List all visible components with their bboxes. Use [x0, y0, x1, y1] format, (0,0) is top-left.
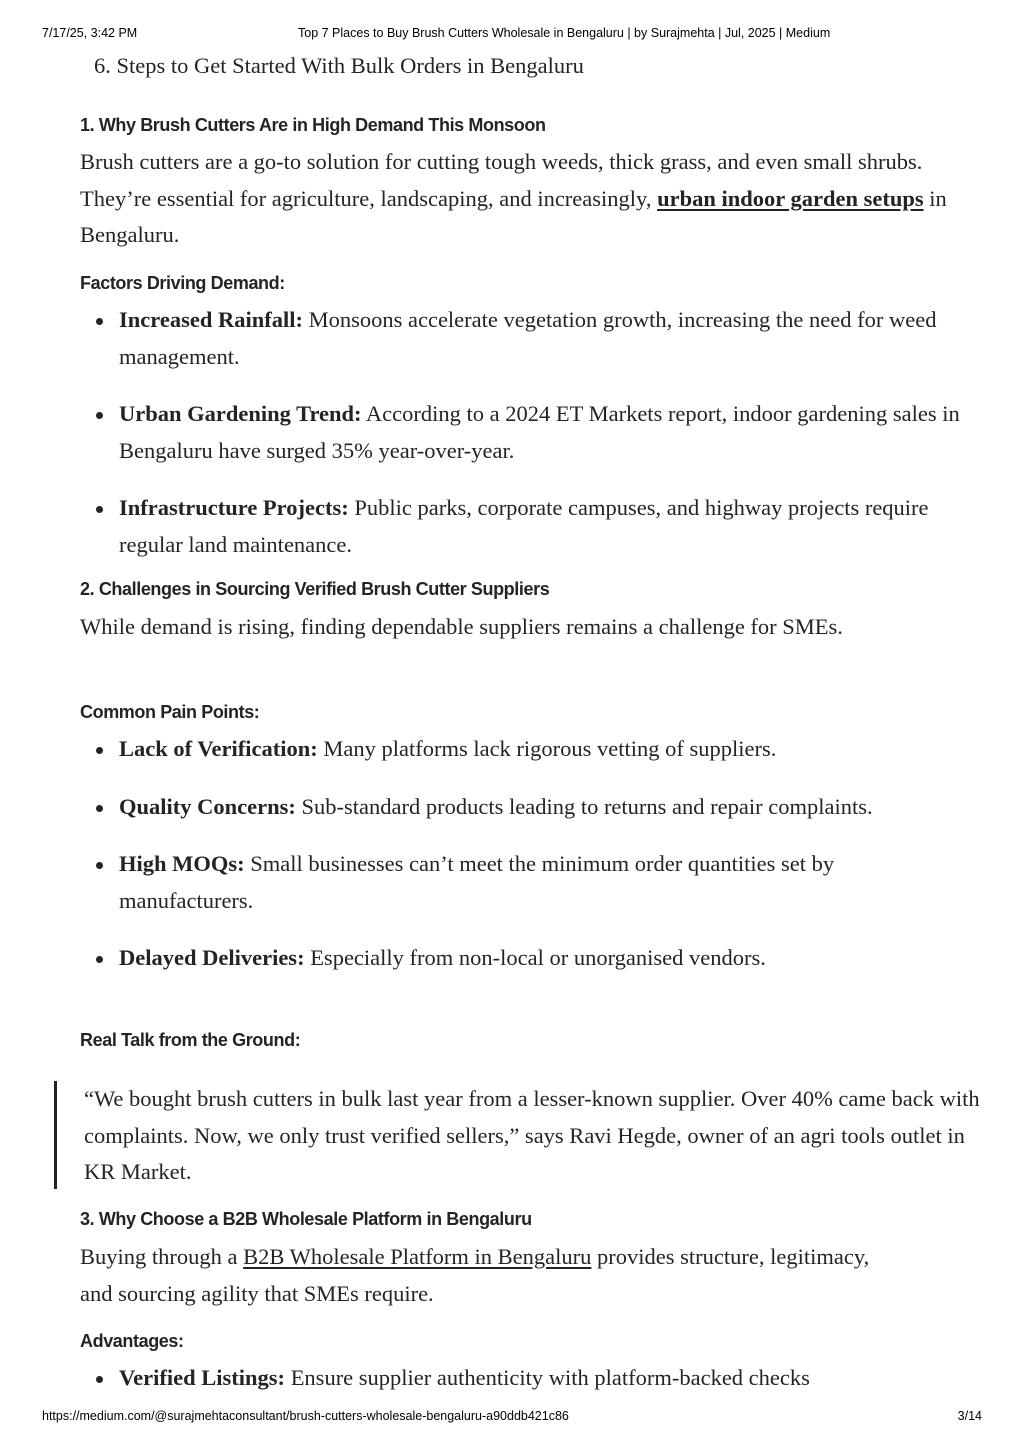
- pain-points-list: [80, 731, 960, 977]
- bullet-icon: [96, 506, 103, 513]
- section-2-intro-paragraph: While demand is rising, finding dependable suppliers remains a challenge for SMEs.: [80, 614, 843, 639]
- list-item-label: Increased Rainfall:: [119, 307, 303, 332]
- factors-subheading: Factors Driving Demand:: [80, 273, 285, 293]
- section-3-intro-paragraph: [80, 1239, 880, 1312]
- list-item-text: Especially from non-local or unorganised vendors.: [304, 945, 766, 970]
- list-item: [80, 846, 960, 919]
- section-1-heading: 1. Why Brush Cutters Are in High Demand This Monsoon: [80, 115, 546, 135]
- blockquote: [54, 1081, 984, 1189]
- b2b-wholesale-platform-link[interactable]: B2B Wholesale Platform in Bengaluru: [243, 1244, 592, 1269]
- list-item-label: Verified Listings:: [119, 1365, 286, 1390]
- list-item-text: Public parks, corporate campuses, and highway projects require regular land maintenance.: [119, 495, 929, 557]
- list-item-text: Many platforms lack rigorous vetting of suppliers.: [317, 736, 777, 761]
- quote-text: “We bought brush cutters in bulk last year from a lesser-known supplier. Over 40% came back with complaints. Now, we only trust verified sellers,” says Ravi Hegde, owner of an agri tools outlet in KR Market.: [84, 1086, 980, 1184]
- list-item: [80, 302, 960, 375]
- list-item-text: According to a 2024 ET Markets report, indoor gardening sales in Bengaluru have surged 35% year-over-year.: [119, 401, 960, 463]
- print-footer: [0, 1409, 1024, 1425]
- urban-indoor-garden-link[interactable]: urban indoor garden setups: [657, 185, 924, 211]
- list-item-label: Infrastructure Projects:: [119, 495, 349, 520]
- list-item-label: Delayed Deliveries:: [119, 945, 305, 970]
- intro-text: Brush cutters are a go-to solution for cutting tough weeds, thick grass, and even small shrubs. They’re essential for agriculture, landscaping, and increasingly,: [80, 149, 923, 211]
- bullet-icon: [96, 747, 103, 754]
- print-header: [0, 26, 1024, 42]
- bullet-icon: [96, 318, 103, 325]
- print-datetime: 7/17/25, 3:42 PM: [42, 26, 138, 40]
- bullet-icon: [96, 805, 103, 812]
- bullet-icon: [96, 862, 103, 869]
- bullet-icon: [96, 1376, 103, 1383]
- list-item-label: High MOQs:: [119, 851, 245, 876]
- list-item-label: Urban Gardening Trend:: [119, 401, 362, 426]
- section-3-heading: 3. Why Choose a B2B Wholesale Platform in Bengaluru: [80, 1209, 532, 1229]
- pain-points-subheading: Common Pain Points:: [80, 702, 260, 722]
- list-item: [80, 731, 960, 768]
- list-item: [80, 940, 960, 977]
- real-talk-subheading: Real Talk from the Ground:: [80, 1030, 301, 1050]
- print-url: https://medium.com/@surajmehtaconsultant/brush-cutters-wholesale-bengaluru-a90ddb421c86: [42, 1409, 569, 1423]
- list-item-label: Quality Concerns:: [119, 793, 296, 819]
- list-item-text: Sub-standard products leading to returns and repair complaints.: [295, 793, 873, 819]
- bullet-icon: [96, 956, 103, 963]
- list-item: [80, 490, 960, 563]
- section-3-intro: [80, 1239, 880, 1312]
- bullet-icon: [96, 412, 103, 419]
- intro-text-end: in Bengaluru.: [80, 185, 947, 247]
- section-1-intro: [80, 144, 950, 254]
- list-item-text: Monsoons accelerate vegetation growth, increasing the need for weed management.: [119, 307, 937, 369]
- list-item: [80, 1360, 960, 1397]
- section-2-heading: 2. Challenges in Sourcing Verified Brush Cutter Suppliers: [80, 579, 550, 599]
- factors-list: [80, 302, 960, 563]
- advantages-subheading: Advantages:: [80, 1331, 184, 1351]
- toc-item-6: 6. Steps to Get Started With Bulk Orders in Bengaluru: [94, 53, 584, 78]
- intro-text-end: provides structure, legitimacy, and sourcing agility that SMEs require.: [80, 1244, 870, 1306]
- print-page-title: Top 7 Places to Buy Brush Cutters Wholesale in Bengaluru | by Surajmehta | Jul, 2025 | Medium: [298, 26, 831, 40]
- list-item: [80, 396, 960, 469]
- list-item-text: Small businesses can’t meet the minimum order quantities set by manufacturers.: [119, 851, 835, 913]
- print-page-number: 3/14: [957, 1409, 982, 1423]
- advantages-list: [80, 1360, 960, 1397]
- list-item-label: Lack of Verification:: [119, 736, 318, 761]
- list-item: [80, 789, 960, 826]
- list-item-text: Ensure supplier authenticity with platform-backed checks: [285, 1365, 810, 1390]
- intro-text: Buying through a: [80, 1244, 244, 1269]
- section-2-intro: [80, 609, 900, 646]
- section-1-intro-paragraph: [80, 144, 950, 254]
